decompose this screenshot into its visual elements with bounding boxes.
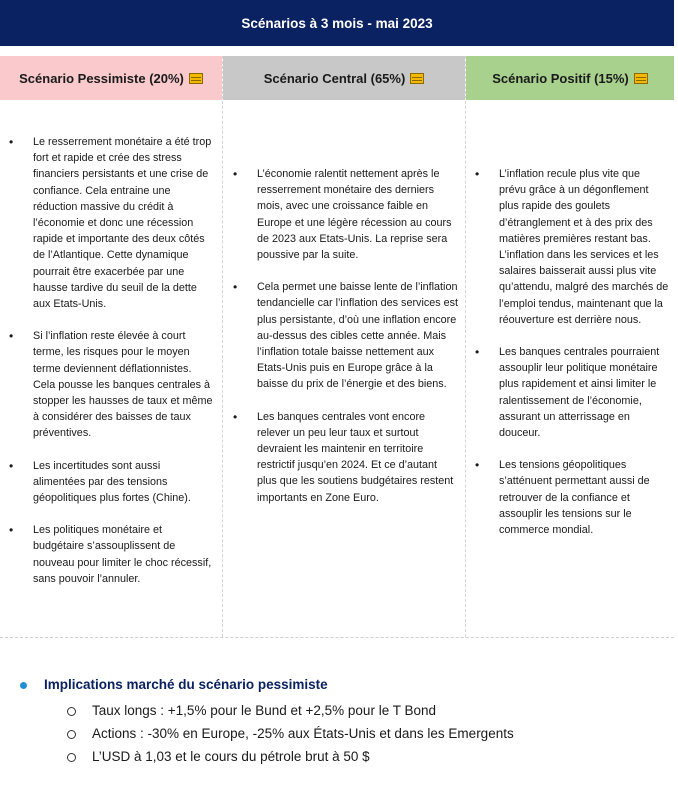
scenario-title: Scénario Central (65%): [263, 70, 406, 86]
scenario-header-central: [223, 56, 465, 100]
scenario-bullets: [499, 166, 669, 554]
stacked-bars-icon: [410, 73, 424, 84]
bullet-item: • Cela permet une baisse lente de l’inflation tendancielle car l’inflation des services est plus persistante, d’où une inflation encore au-dessus des cibles cette année. Mais l’inflation totale baisse nettement aux Etats-Unis puis en Europe grâce à la baisse du prix de l’énergie et des biens.: [257, 279, 459, 392]
scenario-grid: [0, 56, 674, 638]
scenario-column-positif: [465, 56, 674, 637]
implication-item: L’USD à 1,03 et le cours du pétrole brut à 50 $: [0, 745, 678, 768]
scenario-column-central: [222, 56, 465, 637]
scenario-bullets: [257, 166, 459, 522]
banner: [0, 0, 674, 46]
bullet-item: • Le resserrement monétaire a été trop fort et rapide et crée des stress financiers persistants et une crise de confiance. Cela entraine une réduction massive du crédit à l’économie et donc une récession rapide et importante des deux côtés de l’Atlantique. Cette dynamique pourrait être exacerbée par une hausse tardive du seuil de la dette aux Etats-Unis.: [33, 134, 213, 312]
scenario-header-positif: [466, 56, 674, 100]
bullet-item: • Les banques centrales pourraient assouplir leur politique monétaire plus rapidement et ainsi limiter le ralentissement de l’économie, assurant un atterrissage en douceur.: [499, 344, 669, 441]
implications-title: Implications marché du scénario pessimiste: [0, 674, 678, 696]
implication-item: Actions : -30% en Europe, -25% aux États-Unis et dans les Emergents: [0, 722, 678, 745]
scenario-title: Scénario Positif (15%): [492, 70, 629, 86]
scenario-column-pessimiste: [0, 56, 222, 637]
implications-list: [0, 699, 678, 768]
bullet-item: • Les politiques monétaire et budgétaire s’assouplissent de nouveau pour limiter le choc récessif, sans pouvoir l’annuler.: [33, 522, 213, 587]
bullet-item: • L’inflation recule plus vite que prévu grâce à un dégonflement plus rapide des goulets d’étranglement et à des prix des matières premières restant bas. L’inflation dans les services et les salaires baisserait aussi plus vite qu’attendu, malgré des marchés de l’emploi tendus, maintenant que la réouverture est derrière nous.: [499, 166, 669, 328]
stacked-bars-icon: [189, 73, 203, 84]
bullet-item: • Les incertitudes sont aussi alimentées par des tensions géopolitiques plus fortes (Chine).: [33, 458, 213, 507]
bullet-item: • Les tensions géopolitiques s’atténuent permettant aussi de retrouver de la confiance et assouplir les tensions sur le commerce mondial.: [499, 457, 669, 538]
scenario-bullets: [33, 134, 213, 603]
bullet-item: • Si l’inflation reste élevée à court terme, les risques pour le moyen terme deviennent déflationnistes. Cela pousse les banques centrales à stopper les hausses de taux et même à considérer des baisses de taux préventives.: [33, 328, 213, 441]
stacked-bars-icon: [634, 73, 648, 84]
bullet-item: • L’économie ralentit nettement après le resserrement monétaire des derniers mois, avec une croissance faible en Europe et une légère récession au cours de 2023 aux Etats-Unis. La reprise sera poussive par la suite.: [257, 166, 459, 263]
scenario-header-pessimiste: [0, 56, 222, 100]
scenario-title: Scénario Pessimiste (20%): [19, 70, 184, 86]
implications-section: [0, 674, 678, 768]
implication-item: Taux longs : +1,5% pour le Bund et +2,5% pour le T Bond: [0, 699, 678, 722]
bullet-item: • Les banques centrales vont encore relever un peu leur taux et surtout devraient les maintenir en territoire restrictif jusqu’en 2024. Et ce d’autant plus que les soutiens budgétaires restent importants en Zone Euro.: [257, 409, 459, 506]
banner-title: Scénarios à 3 mois - mai 2023: [241, 15, 433, 31]
